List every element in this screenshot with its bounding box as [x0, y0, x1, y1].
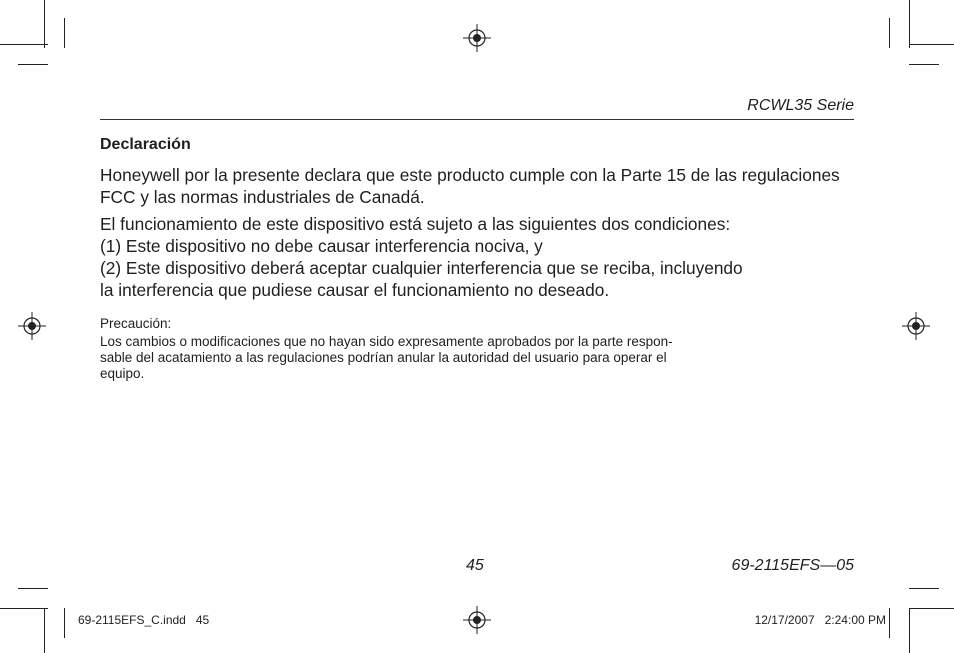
crop-mark	[0, 608, 48, 609]
conditions-line: El funcionamiento de este dispositivo está sujeto a las siguientes dos condiciones:	[100, 214, 731, 234]
document-number: 69-2115EFS—05	[731, 557, 854, 574]
page-number: 45	[466, 557, 484, 574]
crop-mark	[64, 608, 65, 638]
conditions-line: (2) Este dispositivo deberá aceptar cualquier interferencia que se reciba, incluyendo	[100, 258, 743, 278]
crop-mark	[909, 608, 954, 609]
registration-mark-icon	[463, 606, 491, 634]
header-rule	[100, 119, 854, 120]
conditions-paragraph	[100, 213, 860, 301]
caution-title: Precaución:	[100, 316, 172, 331]
series-title: RCWL35 Serie	[747, 97, 854, 114]
declaration-heading: Declaración	[100, 136, 191, 153]
crop-mark	[18, 588, 48, 589]
caution-line: equipo.	[100, 366, 145, 381]
crop-mark	[909, 608, 910, 653]
crop-mark	[44, 608, 45, 653]
caution-text	[100, 334, 860, 382]
registration-mark-icon	[18, 312, 46, 340]
crop-mark	[909, 64, 939, 65]
crop-mark	[909, 0, 910, 48]
crop-mark	[18, 64, 48, 65]
crop-mark	[909, 44, 954, 45]
conditions-line: (1) Este dispositivo no debe causar interferencia nociva, y	[100, 236, 543, 256]
crop-mark	[44, 0, 45, 48]
declaration-paragraph: Honeywell por la presente declara que este producto cumple con la Parte 15 de las regulaciones FCC y las normas industriales de Canadá.	[100, 165, 840, 207]
crop-mark	[909, 588, 939, 589]
slug-datetime: 12/17/2007 2:24:00 PM	[754, 613, 886, 627]
crop-mark	[889, 608, 890, 638]
crop-mark	[889, 18, 890, 48]
conditions-line: la interferencia que pudiese causar el funcionamiento no deseado.	[100, 280, 610, 300]
crop-mark	[0, 44, 48, 45]
crop-mark	[64, 18, 65, 48]
caution-line: sable del acatamiento a las regulaciones podrían anular la autoridad del usuario para operar el	[100, 350, 667, 365]
slug-file-info: 69-2115EFS_C.indd 45	[78, 613, 210, 627]
registration-mark-icon	[463, 24, 491, 52]
registration-mark-icon	[902, 312, 930, 340]
caution-line: Los cambios o modificaciones que no hayan sido expresamente aprobados por la parte respon-	[100, 334, 673, 349]
